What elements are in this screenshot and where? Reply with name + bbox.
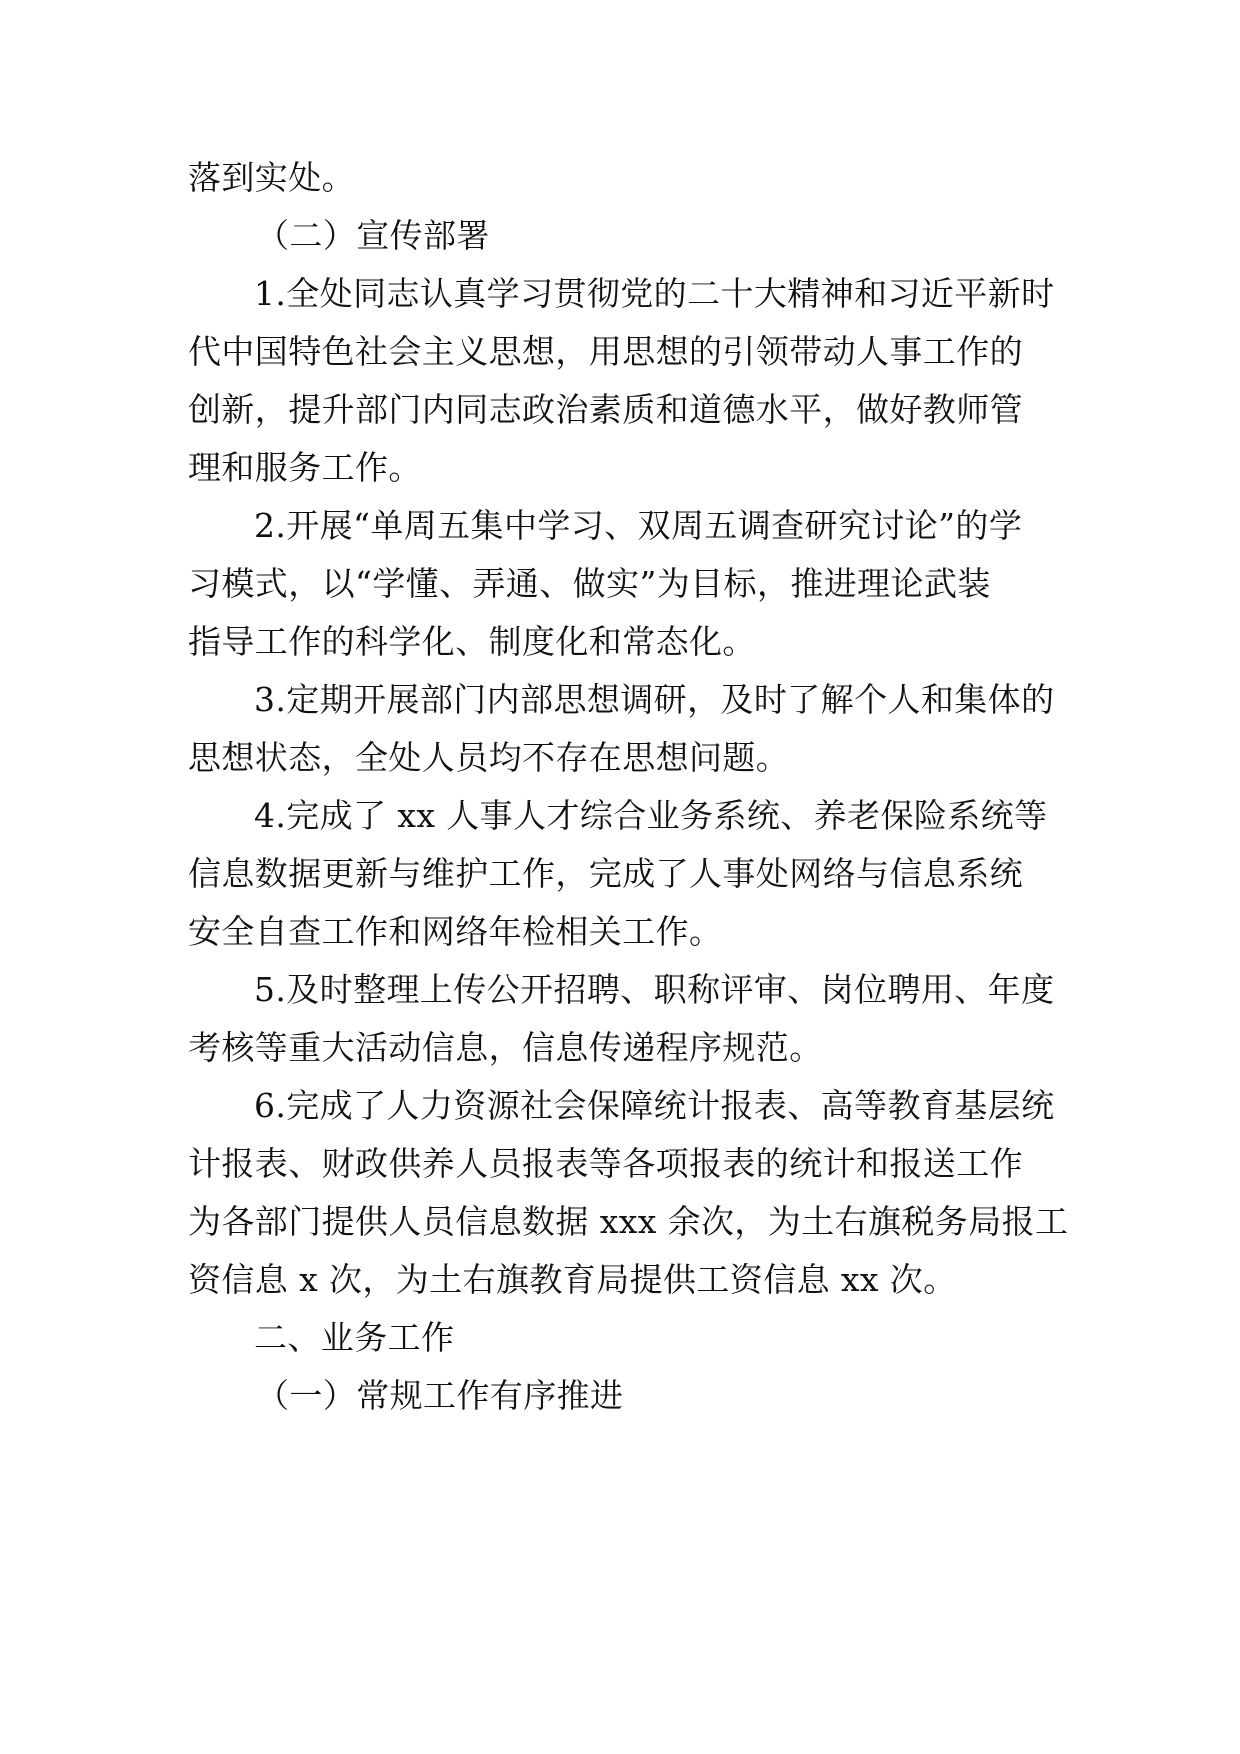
paragraph-line: 3.定期开展部门内部思想调研，及时了解个人和集体的: [254, 680, 1055, 719]
paragraph-line: 考核等重大活动信息，信息传递程序规范。: [188, 1028, 823, 1067]
paragraph-line: 2.开展“单周五集中学习、双周五调查研究讨论”的学: [254, 506, 1023, 545]
paragraph-line: 资信息 x 次，为土右旗教育局提供工资信息 xx 次。: [188, 1260, 957, 1299]
paragraph-line: 代中国特色社会主义思想，用思想的引领带动人事工作的: [188, 332, 1023, 371]
paragraph-line: 信息数据更新与维护工作，完成了人事处网络与信息系统: [188, 854, 1023, 893]
paragraph-line: 6.完成了人力资源社会保障统计报表、高等教育基层统: [254, 1086, 1055, 1125]
paragraph-line: 计报表、财政供养人员报表等各项报表的统计和报送工作: [188, 1144, 1023, 1183]
paragraph-line: 创新，提升部门内同志政治素质和道德水平，做好教师管: [188, 390, 1023, 429]
paragraph-line: 1.全处同志认真学习贯彻党的二十大精神和习近平新时: [254, 274, 1055, 313]
paragraph-line: 习模式，以“学懂、弄通、做实”为目标，推进理论武装: [188, 564, 991, 603]
paragraph-line: 4.完成了 xx 人事人才综合业务系统、养老保险系统等: [254, 796, 1048, 835]
paragraph-line: 安全自查工作和网络年检相关工作。: [188, 912, 723, 951]
section-heading-propaganda: （二）宣传部署: [256, 216, 490, 255]
section-heading-routine-work: （一）常规工作有序推进: [256, 1376, 624, 1415]
paragraph-line: 理和服务工作。: [188, 448, 422, 487]
paragraph-line: 思想状态，全处人员均不存在思想问题。: [188, 738, 790, 777]
section-heading-business-work: 二、业务工作: [254, 1318, 455, 1357]
paragraph-line: 为各部门提供人员信息数据 xxx 余次，为土右旗税务局报工: [188, 1202, 1069, 1241]
paragraph-line: 5.及时整理上传公开招聘、职称评审、岗位聘用、年度: [254, 970, 1055, 1009]
paragraph-line: 落到实处。: [188, 158, 355, 197]
paragraph-line: 指导工作的科学化、制度化和常态化。: [188, 622, 756, 661]
